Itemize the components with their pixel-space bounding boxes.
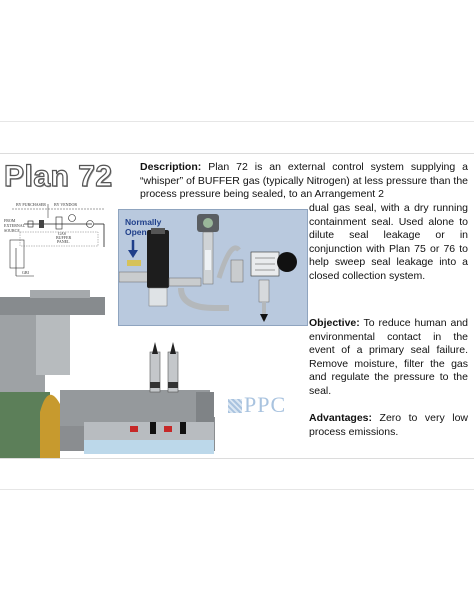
advantages-label: Advantages: bbox=[309, 412, 373, 424]
objective-block bbox=[309, 317, 468, 399]
plan-card bbox=[0, 153, 474, 459]
objective-label: Objective: bbox=[309, 317, 360, 329]
diagram-by-purchaser: BY PURCHASER bbox=[16, 202, 46, 207]
diagram-from: FROM bbox=[4, 218, 16, 223]
bottom-rule bbox=[0, 489, 474, 490]
plan-title: Plan 72 bbox=[4, 160, 113, 193]
callout-line-1: Normally bbox=[125, 217, 162, 227]
description-top bbox=[140, 161, 468, 202]
objective-text: To reduce human and environmental contact in the event of a primary seal failure. Remove moisture, filter the gas and regulate the pressure to the seal. bbox=[309, 317, 468, 397]
diagram-panel: PANEL bbox=[57, 239, 70, 244]
description-rest: dual gas seal, with a dry running containment seal. Used alone to dilute seal leakage or in conjunction with Plan 75 or 76 to help sweep seal leakage into a closed collection system. bbox=[309, 202, 468, 282]
schematic-diagram bbox=[4, 202, 116, 282]
diagram-source: SOURCE bbox=[4, 228, 20, 233]
diagram-gas: GAS bbox=[58, 231, 67, 236]
diagram-external: EXTERNAL bbox=[4, 223, 26, 228]
advantages-text: Zero to very low process emissions. bbox=[309, 412, 468, 438]
diagram-gbi: GBI bbox=[22, 270, 29, 275]
equipment-illustration bbox=[119, 210, 307, 325]
diagram-by-vendor: BY VENDOR bbox=[54, 202, 78, 207]
top-rule bbox=[0, 121, 474, 122]
callout-line-2: Open bbox=[125, 227, 147, 237]
description-text-top: Plan 72 is an external control system supplying a “whisper” of BUFFER gas (typically Nitrogen) at less pressure than the process pressure being sealed, to an Arrangement 2 bbox=[140, 161, 469, 201]
buffer-gas-panel-photo bbox=[118, 209, 308, 326]
diagram-buffer: BUFFER bbox=[56, 235, 72, 240]
advantages-block bbox=[309, 412, 468, 439]
ppc-logo: PPC bbox=[228, 392, 286, 418]
description-label: Description: bbox=[140, 161, 202, 173]
